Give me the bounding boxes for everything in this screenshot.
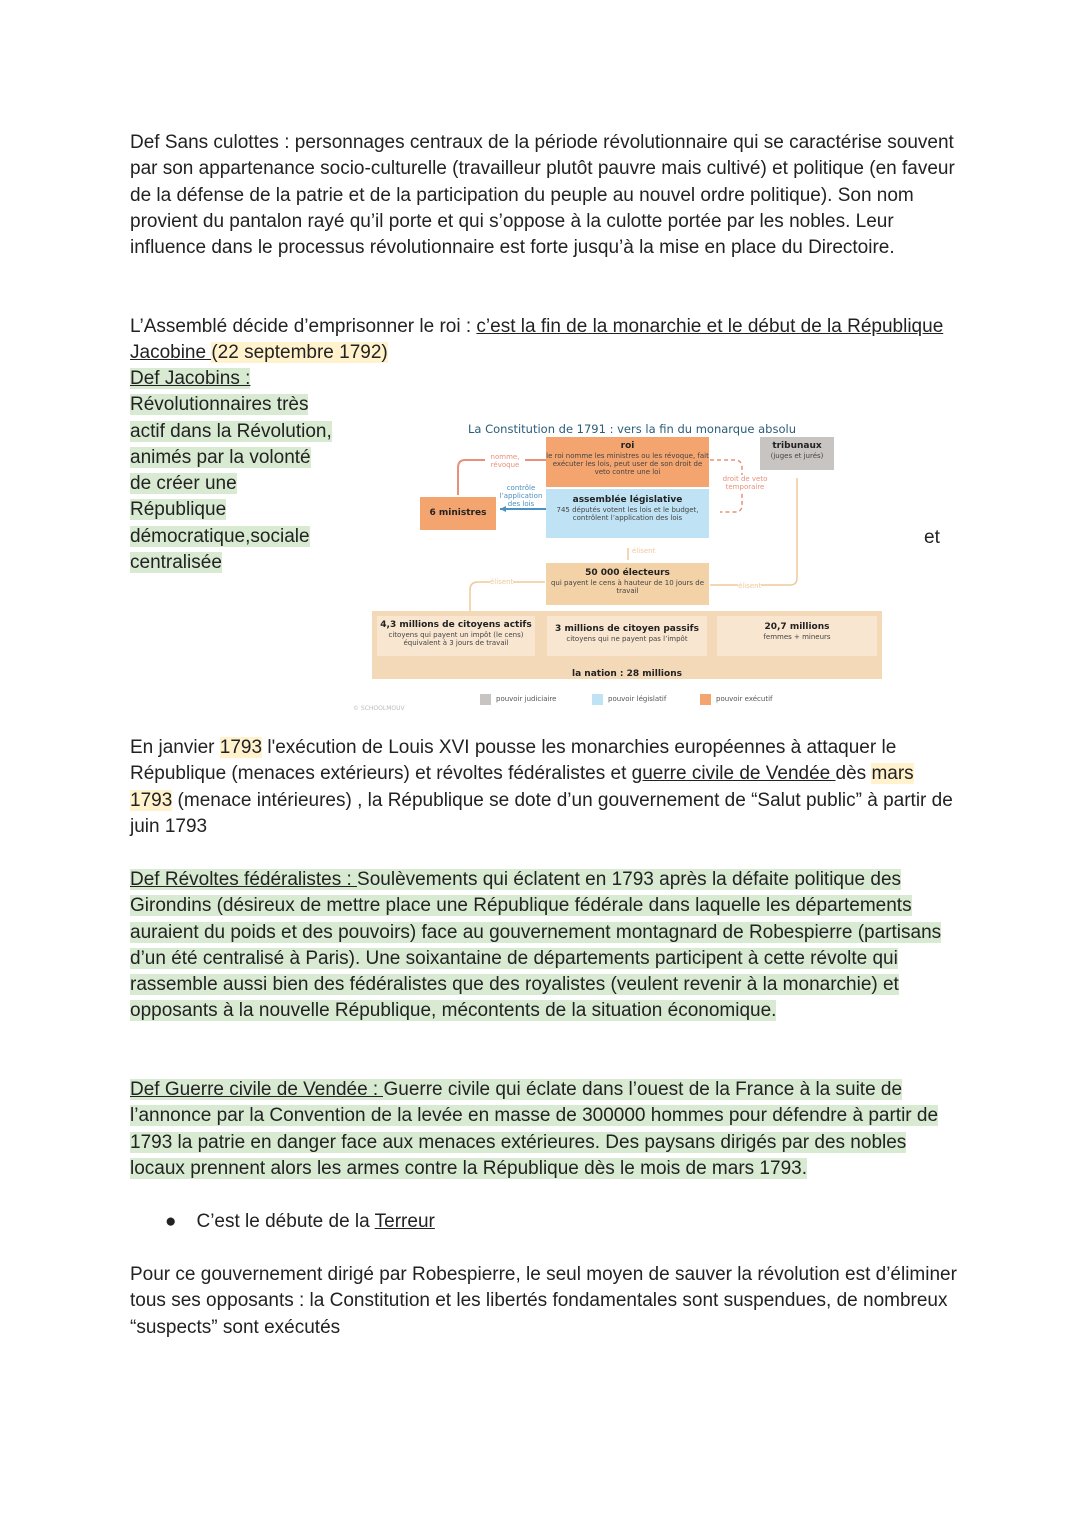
roi-title: roi [620,441,635,451]
electeurs-title: 50 000 électeurs [585,568,670,578]
nomme-label: nomme, révoque [485,453,525,469]
credit-text: SCHOOLMOUV [360,705,405,712]
term: Def Jacobins : [130,368,251,389]
bullet-terreur [165,1209,995,1235]
highlighted-date: mars 1793 [130,763,914,811]
actifs-text: citoyens qui payent un impôt (le cens) équivalent à 3 jours de travail [388,631,524,647]
elisent-label: élisent [490,578,514,586]
underlined-text: c’est la fin de la monarchie et le début de la République Jacobine [130,316,944,364]
legend-judiciaire [480,686,556,712]
definition: Révolutionnaires très actif dans la Révolution, animés par la volonté de créer une République démocratique,sociale [130,394,332,547]
actifs-box [377,616,535,656]
passifs-text: citoyens qui ne payent pas l’impôt [566,635,688,643]
legend-executif [700,686,773,712]
legend-label: pouvoir législatif [608,695,667,703]
highlighted-date: 1793 [219,737,263,758]
legend-label: pouvoir exécutif [716,695,773,703]
tribunaux-box [760,437,834,470]
def-sans-culottes: Def Sans culottes : personnages centraux de la période révolutionnaire qui se caractérise souvent par son appartenance socio-culturelle (travailleur plutôt pauvre mais cultivé) et politique (en faveur de la défense de la patrie et de la participation du peuple au nouvel ordre politique). Son nom provient du pantalon rayé qu’il porte et qui s’oppose à la culotte portée par les nobles. Leur influence dans le processus révolutionnaire est forte jusqu’à la mise en place du Directoire. [130,132,955,259]
roi-text: le roi nomme les ministres ou les révoque, fait exécuter les lois, peut user de son droit de veto contre une loi [546,452,709,476]
ministres-title: 6 ministres [429,508,487,518]
text: dès [835,763,872,785]
autres-text: femmes + mineurs [763,633,831,641]
text: En janvier [130,737,220,758]
bullet-icon: ● [165,1211,177,1232]
diagram-title: La Constitution de 1791 : vers la fin du monarque absolu [468,422,796,436]
elisent-label: élisent [632,547,656,555]
highlighted-date: (22 septembre 1792) [211,342,388,364]
passifs-box [547,616,707,656]
text: C’est le débute de la [196,1211,375,1232]
actifs-title: 4,3 millions de citoyens actifs [380,620,532,630]
term: Def Révoltes fédéralistes : [130,869,358,890]
schoolmouv-credit: © SCHOOLMOUV [353,705,405,712]
autres-box [717,616,877,656]
underlined-text: guerre civile de Vendée [631,763,836,785]
autres-title: 20,7 millions [764,622,830,632]
electeurs-box [546,563,709,605]
passifs-title: 3 millions de citoyen passifs [555,624,699,634]
definition: Soulèvements qui éclatent en 1793 après la défaite politique des Girondins (désireux de mettre place une République fédérale dans laquelle les départements auraient du poids et des pouvoirs) face au gouvernement montagnard de Robespierre (partisans d’un été centralisé à Paris). Une soixantaine de départements participent à cette révolte qui rassemble aussi bien des fédéralistes que des royalistes (veulent revenir à la monarchie) et opposants à la nouvelle République, mécontents de la situation économique. [130,869,942,1022]
paragraph-robespierre: Pour ce gouvernement dirigé par Robespierre, le seul moyen de sauver la révolution est d’éliminer tous ses opposants : la Constitution et les libertés fondamentales sont suspendues, de nombreux “suspects” sont exécutés [130,1264,957,1338]
electeurs-text: qui payent le cens à hauteur de 10 jours de travail [550,579,705,595]
text: L’Assemblé décide d’emprisonner le roi : [130,316,477,337]
controle-label: contrôle l’application des lois [499,484,543,508]
term: Def Guerre civile de Vendée : [130,1079,384,1100]
paragraph-assemblee [130,314,960,367]
legend-label: pouvoir judiciaire [496,695,557,703]
nation-box [372,611,882,679]
definition-end: centralisée [130,552,222,574]
def-revoltes-federalistes [130,867,960,1025]
ministres-box [420,497,496,530]
et-word: et [924,527,940,548]
constitution-1791-diagram [350,410,890,710]
assemblee-title: assemblée législative [572,495,683,505]
text: (menace intérieures) , la République se dote d’un gouvernement de “Salut public” à partir de juin 1793 [130,789,953,837]
assemblee-box [546,489,709,538]
veto-label: droit de veto temporaire [720,475,770,491]
assemblee-text: 745 députés votent les lois et le budget, contrôlent l’application des lois [556,506,699,522]
roi-box [546,437,709,487]
definition: Guerre civile qui éclate dans l’ouest de la France à la suite de l’annonce par la Convention de la levée en masse de 300000 hommes pour défendre à partir de 1793 la patrie en danger face aux menaces extérieures. Des paysans dirigés par des nobles locaux prennent alors les armes contre la République dès le mois de mars 1793. [130,1079,939,1179]
nation-label: la nation : 28 millions [572,669,682,679]
tribunaux-title: tribunaux [772,441,822,451]
paragraph-1793 [130,735,960,840]
underlined-text: Terreur [374,1211,435,1232]
tribunaux-text: (juges et jurés) [770,452,824,460]
def-guerre-vendee [130,1077,955,1182]
text: l'exécution de Louis XVI pousse les monarchies européennes à attaquer le République (menaces extérieurs) et révoltes fédéralistes et [130,737,897,785]
def-jacobins [130,366,335,576]
elisent-label: élisent [738,582,762,590]
legend-legislatif [592,686,666,712]
